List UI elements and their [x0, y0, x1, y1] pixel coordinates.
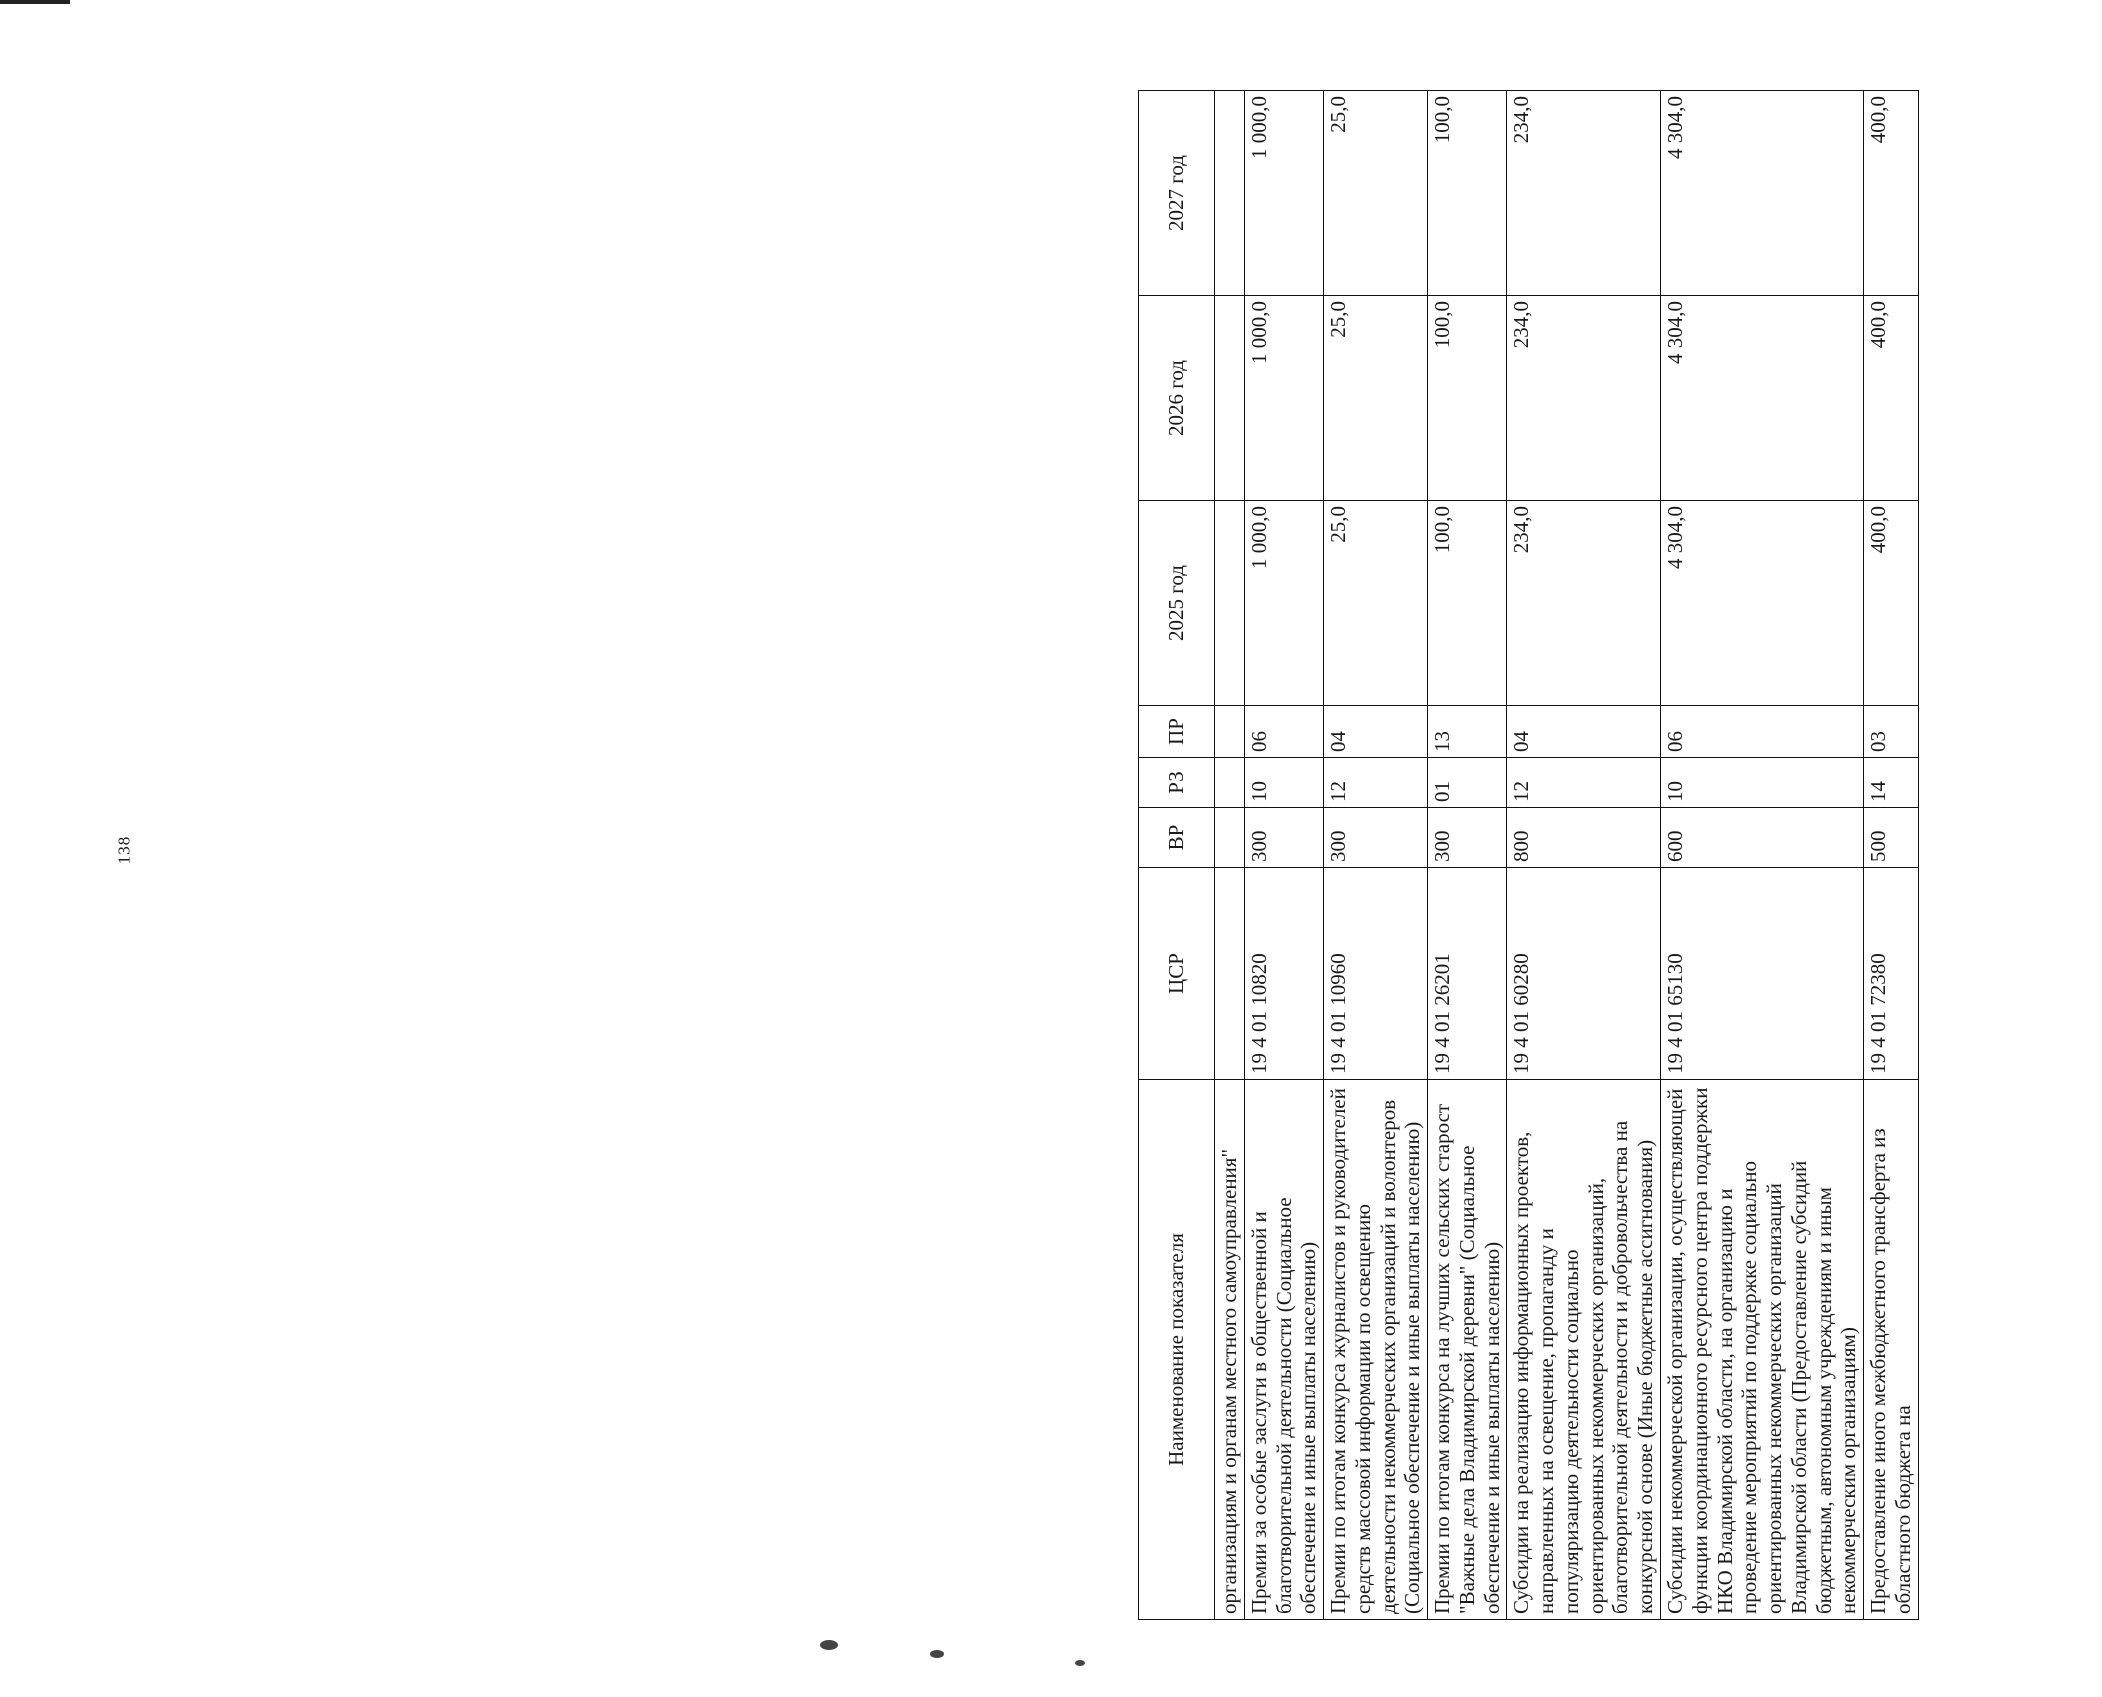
row-2026: 100,0 [1428, 296, 1507, 501]
row-vr [1215, 808, 1245, 868]
row-name: Предоставление иного межбюджетного трансферта из областного бюджета на [1864, 1080, 1919, 1620]
table-row [1324, 91, 1428, 1620]
row-rz: 10 [1244, 758, 1323, 808]
header-csr: ЦСР [1139, 868, 1215, 1080]
row-2026: 4 304,0 [1661, 296, 1864, 501]
header-2025: 2025 год [1139, 501, 1215, 706]
row-pr: 04 [1507, 706, 1661, 758]
row-2026 [1215, 296, 1245, 501]
row-rz [1215, 758, 1245, 808]
row-vr: 300 [1428, 808, 1507, 868]
row-vr: 600 [1661, 808, 1864, 868]
row-vr: 300 [1244, 808, 1323, 868]
table-row [1507, 91, 1661, 1620]
row-csr [1215, 868, 1245, 1080]
row-name: организациям и органам местного самоуправления" [1215, 1080, 1245, 1620]
row-csr: 19 4 01 60280 [1507, 868, 1661, 1080]
row-2027: 25,0 [1324, 91, 1428, 296]
row-2026: 400,0 [1864, 296, 1919, 501]
row-rz: 12 [1324, 758, 1428, 808]
row-csr: 19 4 01 10960 [1324, 868, 1428, 1080]
budget-table [1138, 90, 1919, 1620]
row-2025: 234,0 [1507, 501, 1661, 706]
row-pr [1215, 706, 1245, 758]
table-row [1428, 91, 1507, 1620]
row-name: Премии по итогам конкурса журналистов и руководителей средств массовой информации по освещению деятельности некоммерческих организаций и волонтеров (Социальное обеспечение и иные выплаты населению) [1324, 1080, 1428, 1620]
header-2027: 2027 год [1139, 91, 1215, 296]
row-name: Субсидии некоммерческой организации, осуществляющей функции координационного ресурсного центра поддержки НКО Владимирской области, на организацию и проведение мероприятий по поддержке социально ориентированных некоммерческих организаций Владимирской области (Предоставление субсидий бюджетным, автономным учреждениям и иным некоммерческим организациям) [1661, 1080, 1864, 1620]
row-2027: 4 304,0 [1661, 91, 1864, 296]
row-rz: 14 [1864, 758, 1919, 808]
budget-table-rotated [1138, 90, 2102, 1620]
page-number: 138 [114, 835, 134, 865]
table-row [1864, 91, 1919, 1620]
header-2026: 2026 год [1139, 296, 1215, 501]
row-2027: 1 000,0 [1244, 91, 1323, 296]
row-name: Премии по итогам конкурса на лучших сельских старост "Важные дела Владимирской деревни" (Социальное обеспечение и иные выплаты населению) [1428, 1080, 1507, 1620]
row-2026: 25,0 [1324, 296, 1428, 501]
row-2026: 234,0 [1507, 296, 1661, 501]
row-2027 [1215, 91, 1245, 296]
table-row [1215, 91, 1245, 1620]
table-header-row [1139, 91, 1215, 1620]
row-2027: 234,0 [1507, 91, 1661, 296]
row-pr: 06 [1661, 706, 1864, 758]
row-pr: 03 [1864, 706, 1919, 758]
row-name: Премии за особые заслуги в общественной и благотворительной деятельности (Социальное обеспечение и иные выплаты населению) [1244, 1080, 1323, 1620]
scan-speck [1075, 1660, 1085, 1666]
scan-speck [930, 1650, 944, 1658]
scan-edge-mark [0, 0, 70, 4]
row-2025: 400,0 [1864, 501, 1919, 706]
row-pr: 06 [1244, 706, 1323, 758]
row-vr: 800 [1507, 808, 1661, 868]
row-pr: 04 [1324, 706, 1428, 758]
row-csr: 19 4 01 72380 [1864, 868, 1919, 1080]
row-rz: 12 [1507, 758, 1661, 808]
row-csr: 19 4 01 10820 [1244, 868, 1323, 1080]
row-csr: 19 4 01 26201 [1428, 868, 1507, 1080]
scan-speck [820, 1640, 838, 1650]
row-vr: 500 [1864, 808, 1919, 868]
row-2027: 400,0 [1864, 91, 1919, 296]
row-vr: 300 [1324, 808, 1428, 868]
row-2025 [1215, 501, 1245, 706]
table-row [1661, 91, 1864, 1620]
header-vr: ВР [1139, 808, 1215, 868]
row-2025: 1 000,0 [1244, 501, 1323, 706]
row-pr: 13 [1428, 706, 1507, 758]
header-pr: ПР [1139, 706, 1215, 758]
row-2025: 25,0 [1324, 501, 1428, 706]
row-name: Субсидии на реализацию информационных проектов, направленных на освещение, пропаганду и популяризацию деятельности социально ориентированных некоммерческих организаций, благотворительной деятельности и добровольчества на конкурсной основе (Иные бюджетные ассигнования) [1507, 1080, 1661, 1620]
row-2027: 100,0 [1428, 91, 1507, 296]
row-2025: 100,0 [1428, 501, 1507, 706]
row-csr: 19 4 01 65130 [1661, 868, 1864, 1080]
row-rz: 10 [1661, 758, 1864, 808]
table-row [1244, 91, 1323, 1620]
row-2026: 1 000,0 [1244, 296, 1323, 501]
row-rz: 01 [1428, 758, 1507, 808]
row-2025: 4 304,0 [1661, 501, 1864, 706]
header-rz: РЗ [1139, 758, 1215, 808]
header-name: Наименование показателя [1139, 1080, 1215, 1620]
